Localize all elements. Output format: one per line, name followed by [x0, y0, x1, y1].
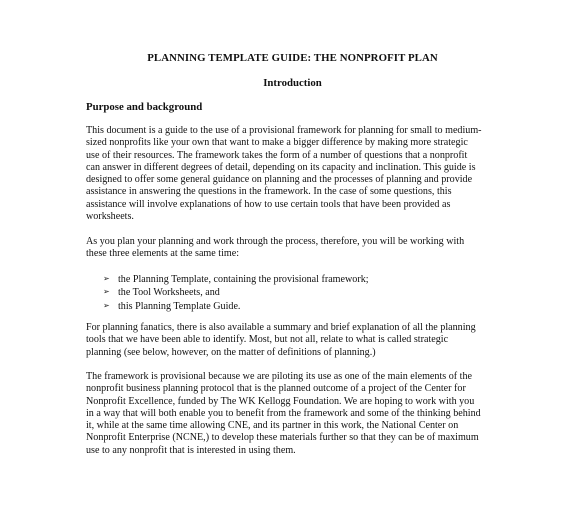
arrow-bullet-icon: ➢ [103, 300, 110, 310]
text-line: planning (see below, however, on the matter of definitions of planning.) [86, 346, 376, 358]
text-line: This document is a guide to the use of a provisional framework for planning for small to medium- [86, 125, 482, 136]
text-line: Nonprofit Excellence, funded by The WK Kellogg Foundation. We are hoping to work with you [86, 395, 475, 407]
text-line: designed to offer some general guidance on planning and the processes of planning and provide [86, 174, 473, 185]
text-line: tools that we have been able to identify. Most, but not all, relate to what is called strategic [86, 334, 449, 346]
bullet-list [103, 273, 369, 313]
paragraph-planning-fanatics [86, 322, 516, 359]
text-line: For planning fanatics, there is also available a summary and brief explanation of all the planning [86, 322, 476, 333]
text-line: assistance in answering the questions in the framework. In the case of some questions, this [86, 186, 452, 198]
text-line: The framework is provisional because we are piloting its use as one of the main elements of the [86, 371, 472, 382]
document-title: PLANNING TEMPLATE GUIDE: THE NONPROFIT PLAN [147, 52, 438, 64]
list-item-text: this Planning Template Guide. [118, 300, 241, 312]
list-item [103, 273, 369, 286]
text-line: use to any nonprofit that is interested in using them. [86, 444, 296, 456]
text-line: sized nonprofits like your own that want to make a bigger difference by making more strategic [86, 137, 468, 149]
text-line: can answer in different degrees of detail, depending on its capacity and inclination. This guide is [86, 161, 476, 173]
list-item-text: the Planning Template, containing the provisional framework; [118, 274, 369, 285]
section-title: Introduction [263, 77, 322, 89]
text-line: assistance will involve explanations of how to use certain tools that have been provided as [86, 198, 451, 210]
text-line: it, while at the same time allowing CNE, and its partner in this work, the National Center on [86, 420, 459, 431]
list-item [103, 300, 369, 313]
paragraph-purpose [86, 125, 516, 223]
text-line: As you plan your planning and work through the process, therefore, you will be working with [86, 236, 465, 247]
text-line: worksheets. [86, 210, 134, 222]
text-line: Nonprofit Enterprise (NCNE,) to develop these materials further so that they can be of maximum [86, 432, 479, 444]
text-line: nonprofit business planning protocol that is the planned outcome of a project of the Center for [86, 383, 466, 395]
arrow-bullet-icon: ➢ [103, 274, 110, 283]
list-item-text: the Tool Worksheets, and [118, 287, 220, 299]
text-line: these three elements at the same time: [86, 248, 240, 260]
paragraph-elements-intro [86, 236, 516, 261]
arrow-bullet-icon: ➢ [103, 287, 110, 297]
list-item [103, 286, 369, 299]
text-line: use of their resources. The framework takes the form of a number of questions that a nonprofit [86, 149, 468, 161]
text-line: in a way that will both enable you to benefit from the framework and some of the thinking behind [86, 407, 481, 419]
subheading: Purpose and background [86, 101, 203, 113]
paragraph-framework-provisional [86, 371, 516, 457]
